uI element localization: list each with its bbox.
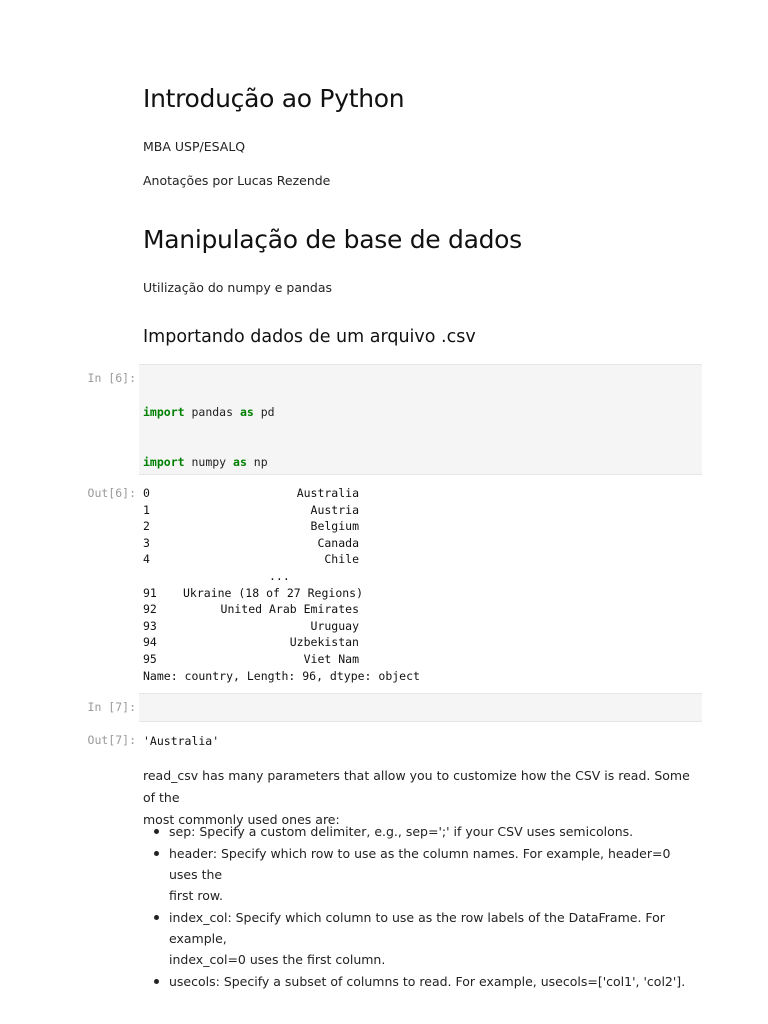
output-row — [143, 502, 420, 519]
output-row-index: 4 — [143, 552, 150, 567]
output-row-index: 3 — [143, 535, 150, 550]
output-row — [143, 585, 420, 602]
list-item — [150, 821, 702, 842]
output-row-value: Ukraine (18 of 27 Regions) — [183, 585, 364, 600]
output-row-value: Belgium — [310, 519, 359, 534]
output-row-value: Canada — [317, 535, 359, 550]
list-item — [150, 971, 702, 992]
output-row-value: Uzbekistan — [289, 635, 359, 650]
output-row — [143, 634, 420, 651]
output-row — [143, 535, 420, 552]
output-row-index: 2 — [143, 519, 150, 534]
page-title: Introdução ao Python — [143, 84, 405, 113]
list-item — [150, 907, 702, 970]
output-row — [143, 601, 420, 618]
list-item-text: first row. — [169, 888, 223, 903]
bullet-icon — [154, 979, 159, 984]
section-title: Manipulação de base de dados — [143, 225, 522, 254]
bullet-icon — [154, 829, 159, 834]
output-row — [143, 518, 420, 535]
list-item-text: usecols: Specify a subset of columns to read. For example, usecols=['col1', 'col2']. — [169, 974, 686, 989]
code-line: import numpy as np — [143, 454, 268, 469]
author-label: Anotações por Lucas Rezende — [143, 173, 331, 188]
code-cell-6[interactable] — [139, 364, 702, 475]
output-row-index: 95 — [143, 651, 157, 666]
paragraph-line: most commonly used ones are: — [143, 812, 340, 827]
output-row-value: Australia — [296, 486, 359, 500]
output-row-index — [143, 568, 183, 585]
bullet-icon — [154, 851, 159, 856]
output-row-value: Uruguay — [310, 618, 359, 633]
output-row-value: ... — [268, 568, 359, 583]
output-row — [143, 485, 420, 502]
output-row-index: 1 — [143, 502, 150, 517]
in-prompt-7: In [7]: — [87, 700, 136, 714]
list-item-text: sep: Specify a custom delimiter, e.g., sep=';' if your CSV uses semicolons. — [169, 824, 634, 839]
course-label: MBA USP/ESALQ — [143, 139, 246, 154]
paragraph-line: read_csv has many parameters that allow you to customize how the CSV is read. Some of the — [143, 768, 690, 805]
out-prompt-7: Out[7]: — [87, 733, 136, 747]
output-row-index: 91 — [143, 585, 157, 600]
output-row-index: 94 — [143, 635, 157, 650]
output-7: 'Australia' — [143, 734, 220, 748]
subsection-title: Importando dados de um arquivo .csv — [143, 327, 476, 347]
output-row — [143, 651, 420, 668]
output-row-value: United Arab Emirates — [220, 602, 359, 617]
output-footer: Name: country, Length: 96, dtype: object — [143, 668, 420, 683]
code-cell-7[interactable] — [139, 693, 702, 722]
output-row-value: Viet Nam — [303, 651, 359, 666]
in-prompt-6: In [6]: — [87, 371, 136, 385]
out-prompt-6: Out[6]: — [87, 486, 136, 500]
output-row-index: 93 — [143, 618, 157, 633]
list-item-text: index_col: Specify which column to use as the row labels of the DataFrame. For example, — [169, 910, 665, 946]
output-row-value: Chile — [324, 552, 359, 567]
list-item-text: index_col=0 uses the first column. — [169, 952, 386, 967]
bullet-icon — [154, 915, 159, 920]
parameter-list — [150, 821, 702, 993]
section-description: Utilização do numpy e pandas — [143, 280, 333, 295]
list-item — [150, 843, 702, 906]
list-item-text: header: Specify which row to use as the column names. For example, header=0 uses the — [169, 846, 671, 882]
output-6 — [143, 485, 420, 684]
code-line: import pandas as pd — [143, 405, 275, 419]
output-row-index: 0 — [143, 486, 150, 500]
output-row — [143, 568, 420, 585]
output-row-index: 92 — [143, 602, 157, 617]
output-row — [143, 618, 420, 635]
output-row — [143, 551, 420, 568]
output-row-value: Austria — [310, 502, 359, 517]
